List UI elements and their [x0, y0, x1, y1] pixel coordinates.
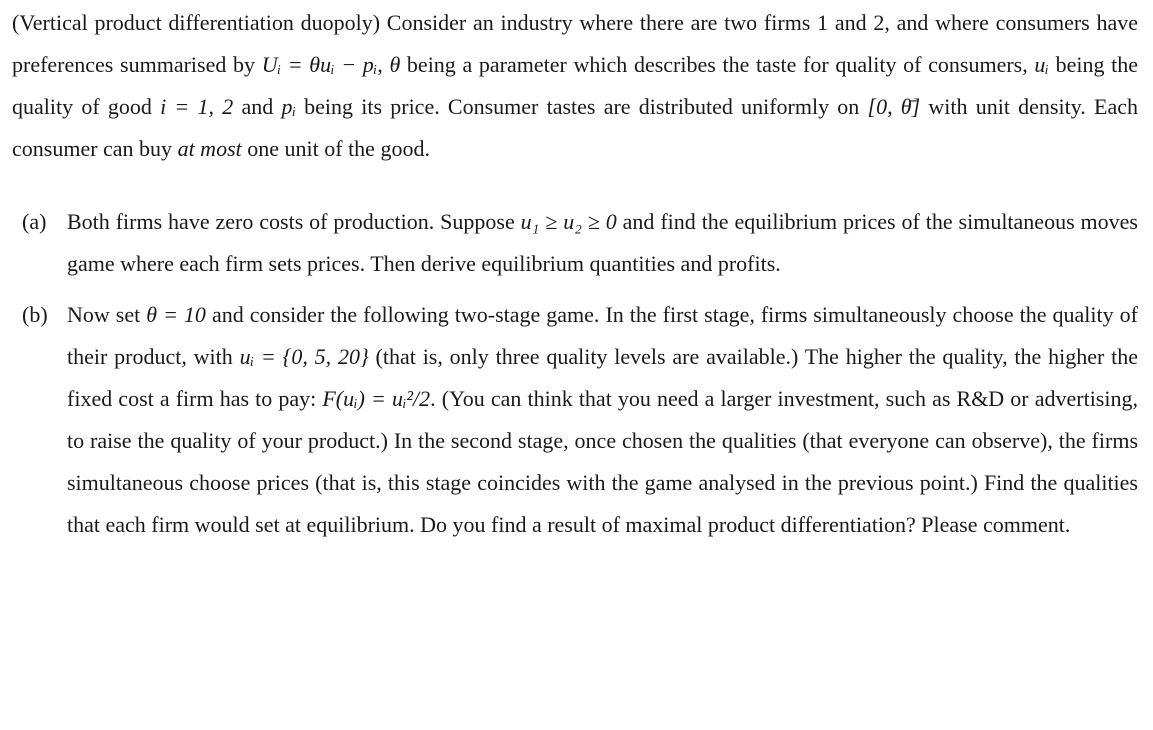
question-part-b	[12, 294, 1138, 546]
question-list	[12, 201, 1138, 546]
intro-paragraph	[12, 0, 1138, 170]
intro-text: and	[233, 94, 282, 119]
good-index: i = 1, 2	[160, 94, 234, 119]
part-b-text: Now set	[67, 302, 147, 327]
theta-value: θ = 10	[146, 302, 206, 327]
cost-formula: F(uᵢ) = uᵢ²/2	[322, 386, 431, 411]
problem-title: (Vertical product differentiation duopoly)	[12, 10, 381, 35]
intro-text: being its price. Consumer tastes are distributed uniformly on	[295, 94, 868, 119]
part-b-label: (b)	[22, 302, 48, 327]
theta-symbol: θ	[389, 52, 401, 77]
quality-condition: u₁ ≥ u₂ ≥ 0	[520, 209, 617, 234]
intro-text: one unit of the good.	[241, 136, 430, 161]
intro-text: being a parameter which describes the taste for quality of consumers,	[400, 52, 1035, 77]
question-part-a	[12, 201, 1138, 285]
intro-text: Consider an industry where there are two firms 1 and 2, and where consumers have preferences summarised by	[12, 10, 1138, 77]
taste-interval: [0, θ̄]	[867, 94, 921, 119]
intro-text: ,	[377, 52, 390, 77]
intro-text: being the quality of good	[12, 52, 1139, 119]
document-page	[12, 0, 1138, 546]
quality-set: uᵢ = {0, 5, 20}	[239, 344, 369, 369]
part-a-text: and find the equilibrium prices of the simultaneous moves game where each firm sets prices. Then derive equilibrium quantities and profits.	[67, 209, 1138, 276]
quality-symbol: uᵢ	[1034, 52, 1049, 77]
utility-formula: Uᵢ = θuᵢ − pᵢ	[261, 52, 378, 77]
part-a-text: Both firms have zero costs of production. Suppose	[67, 209, 521, 234]
part-b-text: and consider the following two-stage game. In the first stage, firms simultaneously choose the quality of their product, with	[67, 302, 1138, 369]
part-a-label: (a)	[22, 209, 47, 234]
emphasis-text: at most	[177, 136, 242, 161]
price-symbol: pᵢ	[281, 94, 296, 119]
part-b-text: . (You can think that you need a larger investment, such as R&D or advertising, to raise the quality of your product.) In the second stage, once chosen the qualities (that everyone can observe), the firms simultaneous choose prices (that is, this stage coincides with the game analysed in the previous point.) Find the qualities that each firm would set at equilibrium. Do you find a result of maximal product differentiation? Please comment.	[67, 386, 1138, 537]
intro-text: with unit density. Each consumer can buy	[12, 94, 1138, 161]
part-b-text: (that is, only three quality levels are available.) The higher the quality, the higher the fixed cost a firm has to pay:	[67, 344, 1138, 411]
